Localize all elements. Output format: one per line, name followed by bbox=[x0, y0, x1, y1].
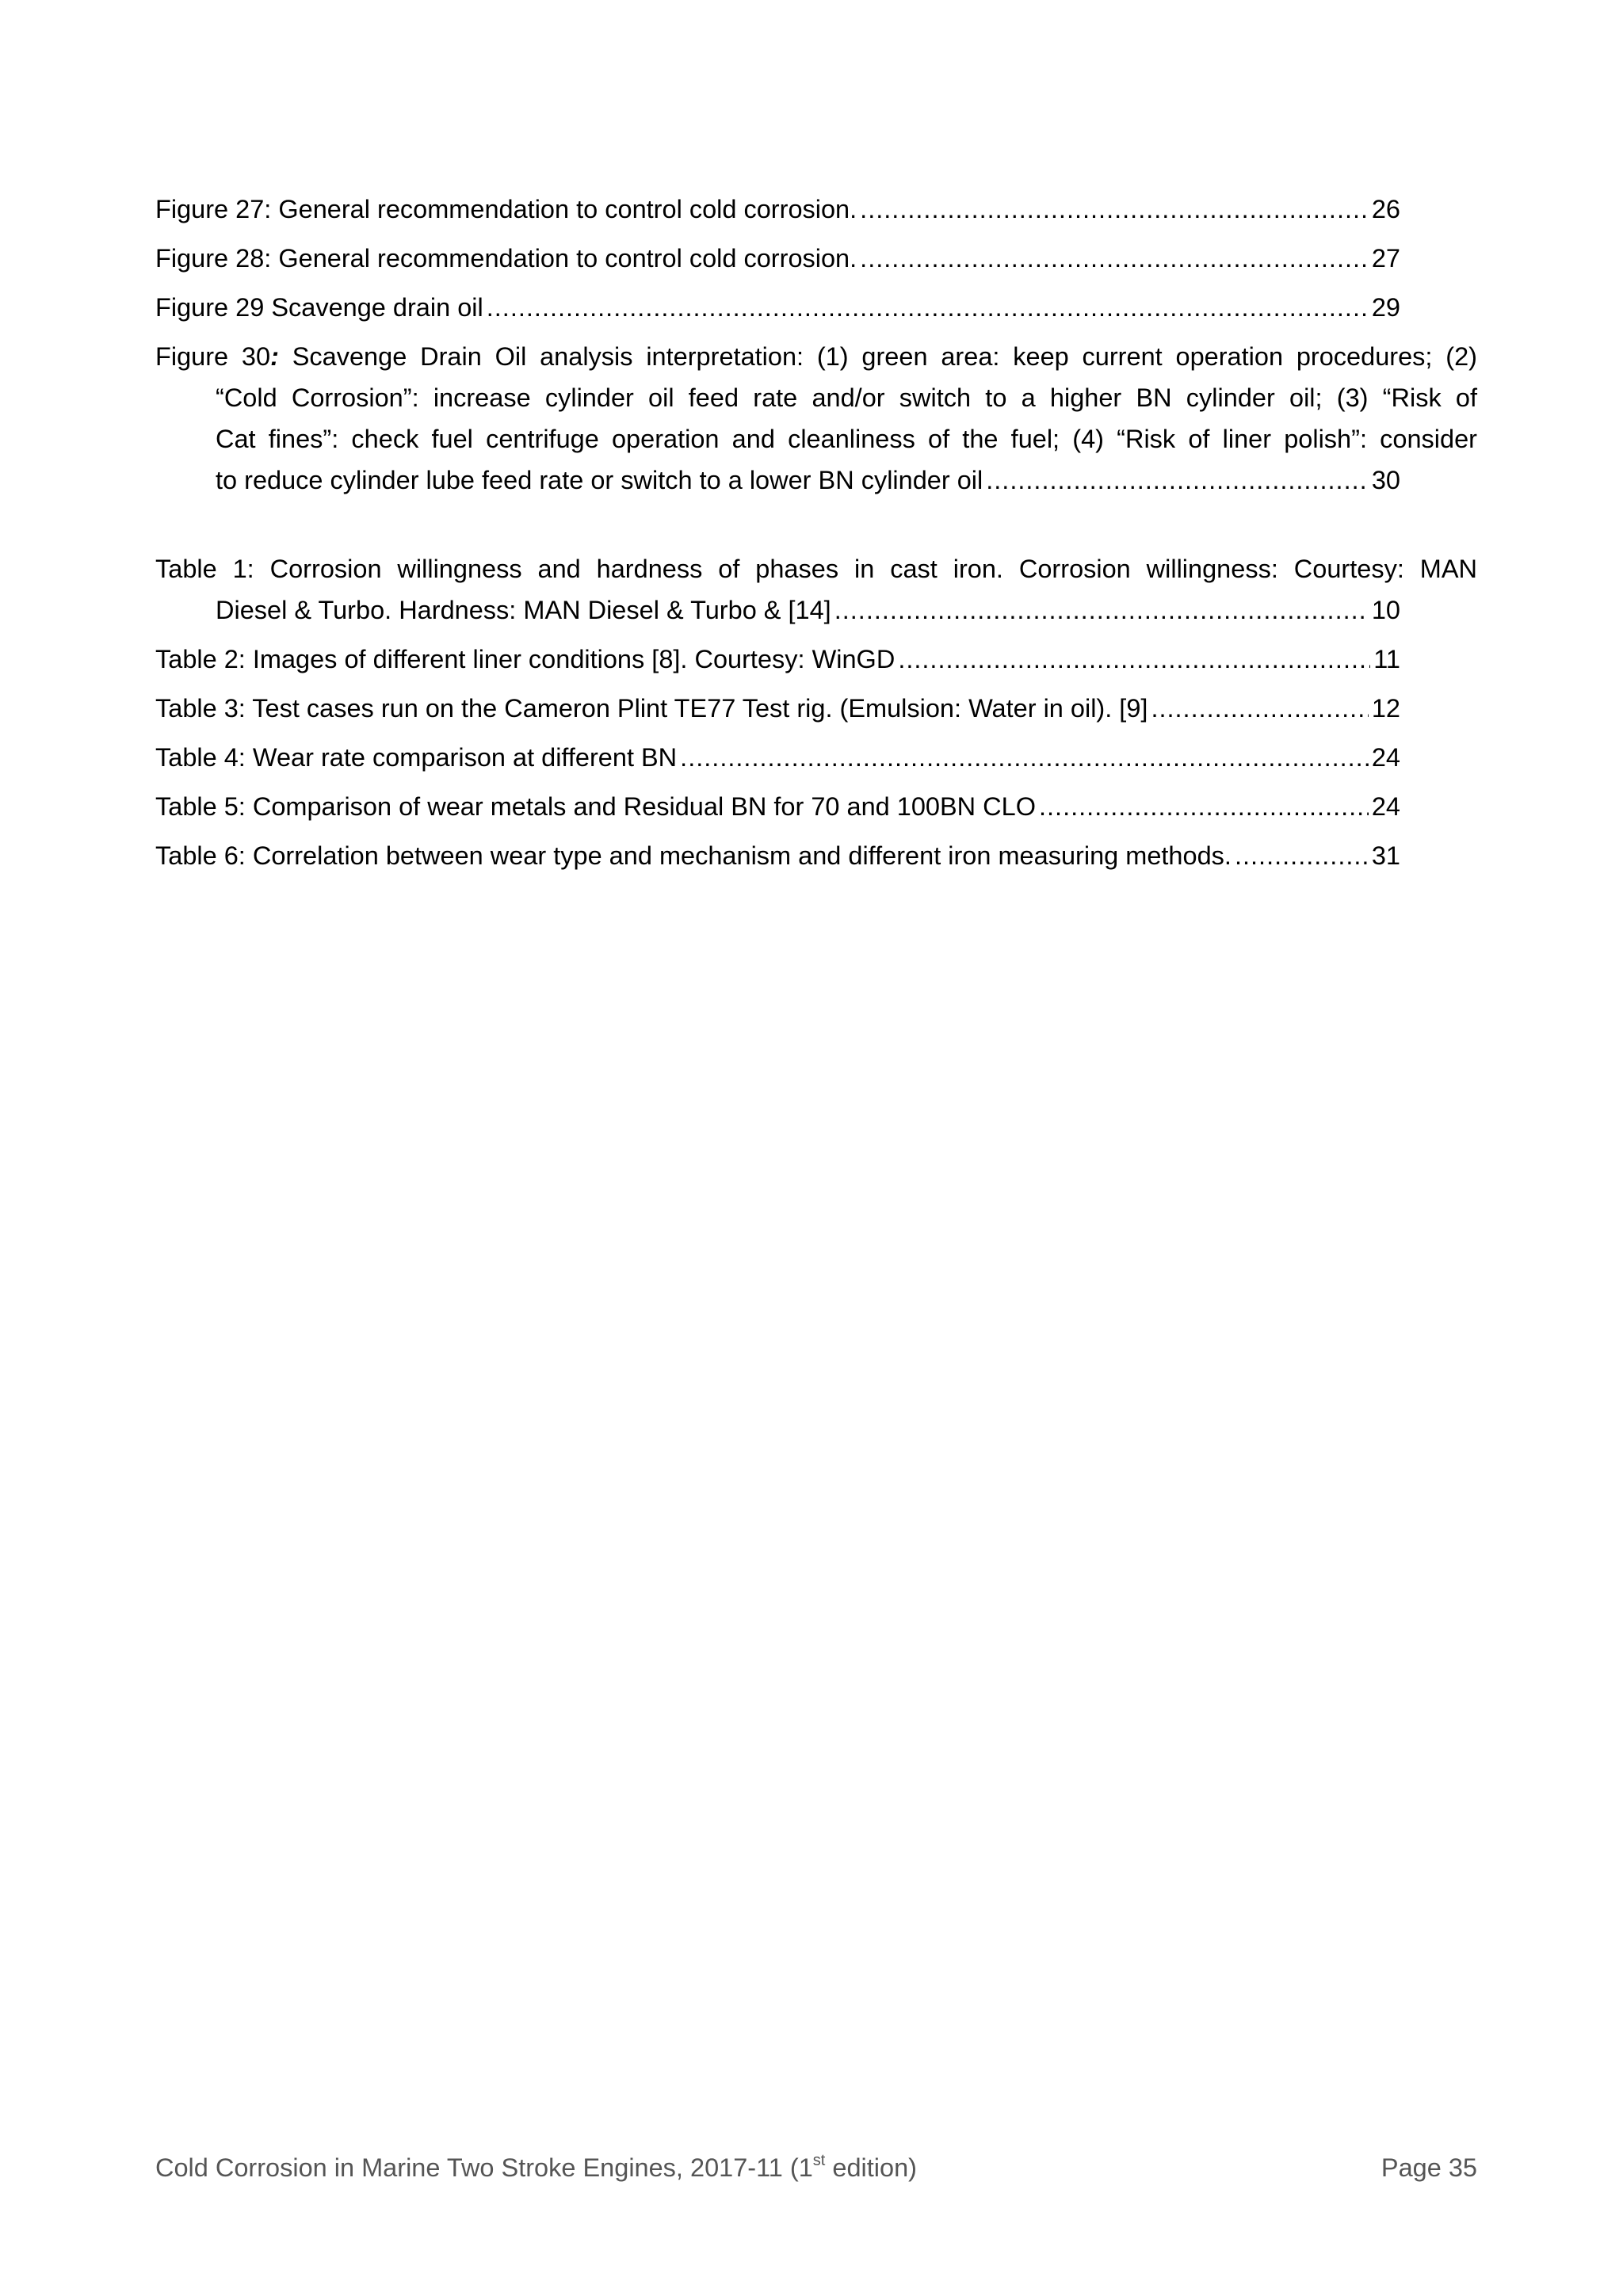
toc-entry-table-1[interactable] bbox=[155, 548, 1477, 631]
toc-entry-label: Table 4: Wear rate comparison at different BN bbox=[155, 743, 678, 772]
dot-leader bbox=[860, 189, 1369, 230]
toc-entry-line bbox=[155, 336, 1477, 377]
toc-entry-label: Figure 28: General recommendation to control cold corrosion. bbox=[155, 244, 857, 273]
dot-leader bbox=[680, 737, 1369, 778]
dot-leader bbox=[834, 589, 1369, 631]
footer-document-title bbox=[155, 2153, 917, 2183]
toc-entry-text: Scavenge Drain Oil analysis interpretation: (1) green area: keep current operation procedures; (2) bbox=[278, 342, 1477, 371]
toc-entry-table-4[interactable] bbox=[155, 737, 1400, 786]
toc-entry-line: Cat fines”: check fuel centrifuge operation and cleanliness of the fuel; (4) “Risk of liner polish”: consider bbox=[216, 425, 1477, 453]
toc-entry-colon: : bbox=[270, 342, 279, 371]
toc-entry-table-6[interactable] bbox=[155, 835, 1400, 884]
page-footer bbox=[155, 2153, 1477, 2183]
toc-entry-figure-27[interactable] bbox=[155, 189, 1400, 238]
toc-entry-table-3[interactable] bbox=[155, 688, 1400, 737]
footer-title-text-end: edition) bbox=[825, 2153, 917, 2182]
dot-leader bbox=[986, 460, 1369, 501]
list-of-figures-and-tables bbox=[155, 189, 1477, 884]
toc-entry-page: 26 bbox=[1371, 195, 1400, 223]
footer-title-superscript: st bbox=[812, 2152, 826, 2169]
toc-entry-text: to reduce cylinder lube feed rate or switch to a lower BN cylinder oil bbox=[216, 466, 983, 494]
section-gap bbox=[155, 509, 1477, 548]
toc-entry-page: 12 bbox=[1371, 694, 1400, 723]
toc-entry-table-5[interactable] bbox=[155, 786, 1400, 835]
dot-leader bbox=[860, 238, 1369, 279]
toc-entry-page: 30 bbox=[1371, 466, 1400, 494]
dot-leader bbox=[487, 287, 1369, 328]
toc-entry-page: 31 bbox=[1371, 841, 1400, 870]
dot-leader bbox=[1039, 786, 1369, 827]
toc-entry-line: Table 1: Corrosion willingness and hardness of phases in cast iron. Corrosion willingness: Courtesy: MAN bbox=[155, 555, 1477, 583]
toc-entry-last-line bbox=[155, 460, 1400, 501]
toc-entry-table-2[interactable] bbox=[155, 639, 1400, 688]
toc-entry-page: 11 bbox=[1373, 645, 1400, 673]
toc-entry-page: 29 bbox=[1371, 293, 1400, 322]
toc-entry-line: “Cold Corrosion”: increase cylinder oil feed rate and/or switch to a higher BN cylinder oil; (3) “Risk of bbox=[216, 383, 1477, 412]
toc-entry-page: 10 bbox=[1371, 596, 1400, 624]
toc-entry-figure-28[interactable] bbox=[155, 238, 1400, 287]
toc-entry-label: Figure 29 Scavenge drain oil bbox=[155, 293, 483, 322]
toc-entry-prefix: Figure 30 bbox=[155, 342, 271, 371]
toc-entry-page: 24 bbox=[1371, 743, 1400, 772]
toc-entry-figure-30[interactable] bbox=[155, 336, 1477, 501]
toc-entry-label: Table 2: Images of different liner conditions [8]. Courtesy: WinGD bbox=[155, 645, 896, 673]
toc-entry-label: Table 6: Correlation between wear type and mechanism and different iron measuring methods. bbox=[155, 841, 1232, 870]
toc-entry-label: Table 3: Test cases run on the Cameron Plint TE77 Test rig. (Emulsion: Water in oil). [9] bbox=[155, 694, 1148, 723]
dot-leader bbox=[1151, 688, 1368, 729]
toc-entry-label: Figure 27: General recommendation to control cold corrosion. bbox=[155, 195, 857, 223]
toc-entry-text: Diesel & Turbo. Hardness: MAN Diesel & Turbo & [14] bbox=[216, 596, 831, 624]
toc-entry-label: Table 5: Comparison of wear metals and Residual BN for 70 and 100BN CLO bbox=[155, 792, 1036, 821]
toc-entry-last-line bbox=[155, 589, 1400, 631]
footer-title-text: Cold Corrosion in Marine Two Stroke Engines, 2017-11 (1 bbox=[155, 2153, 813, 2182]
dot-leader bbox=[1235, 835, 1369, 876]
toc-entry-page: 24 bbox=[1371, 792, 1400, 821]
toc-entry-page: 27 bbox=[1371, 244, 1400, 273]
toc-entry-figure-29[interactable] bbox=[155, 287, 1400, 336]
footer-page-number: Page 35 bbox=[1381, 2153, 1477, 2182]
dot-leader bbox=[898, 639, 1370, 680]
